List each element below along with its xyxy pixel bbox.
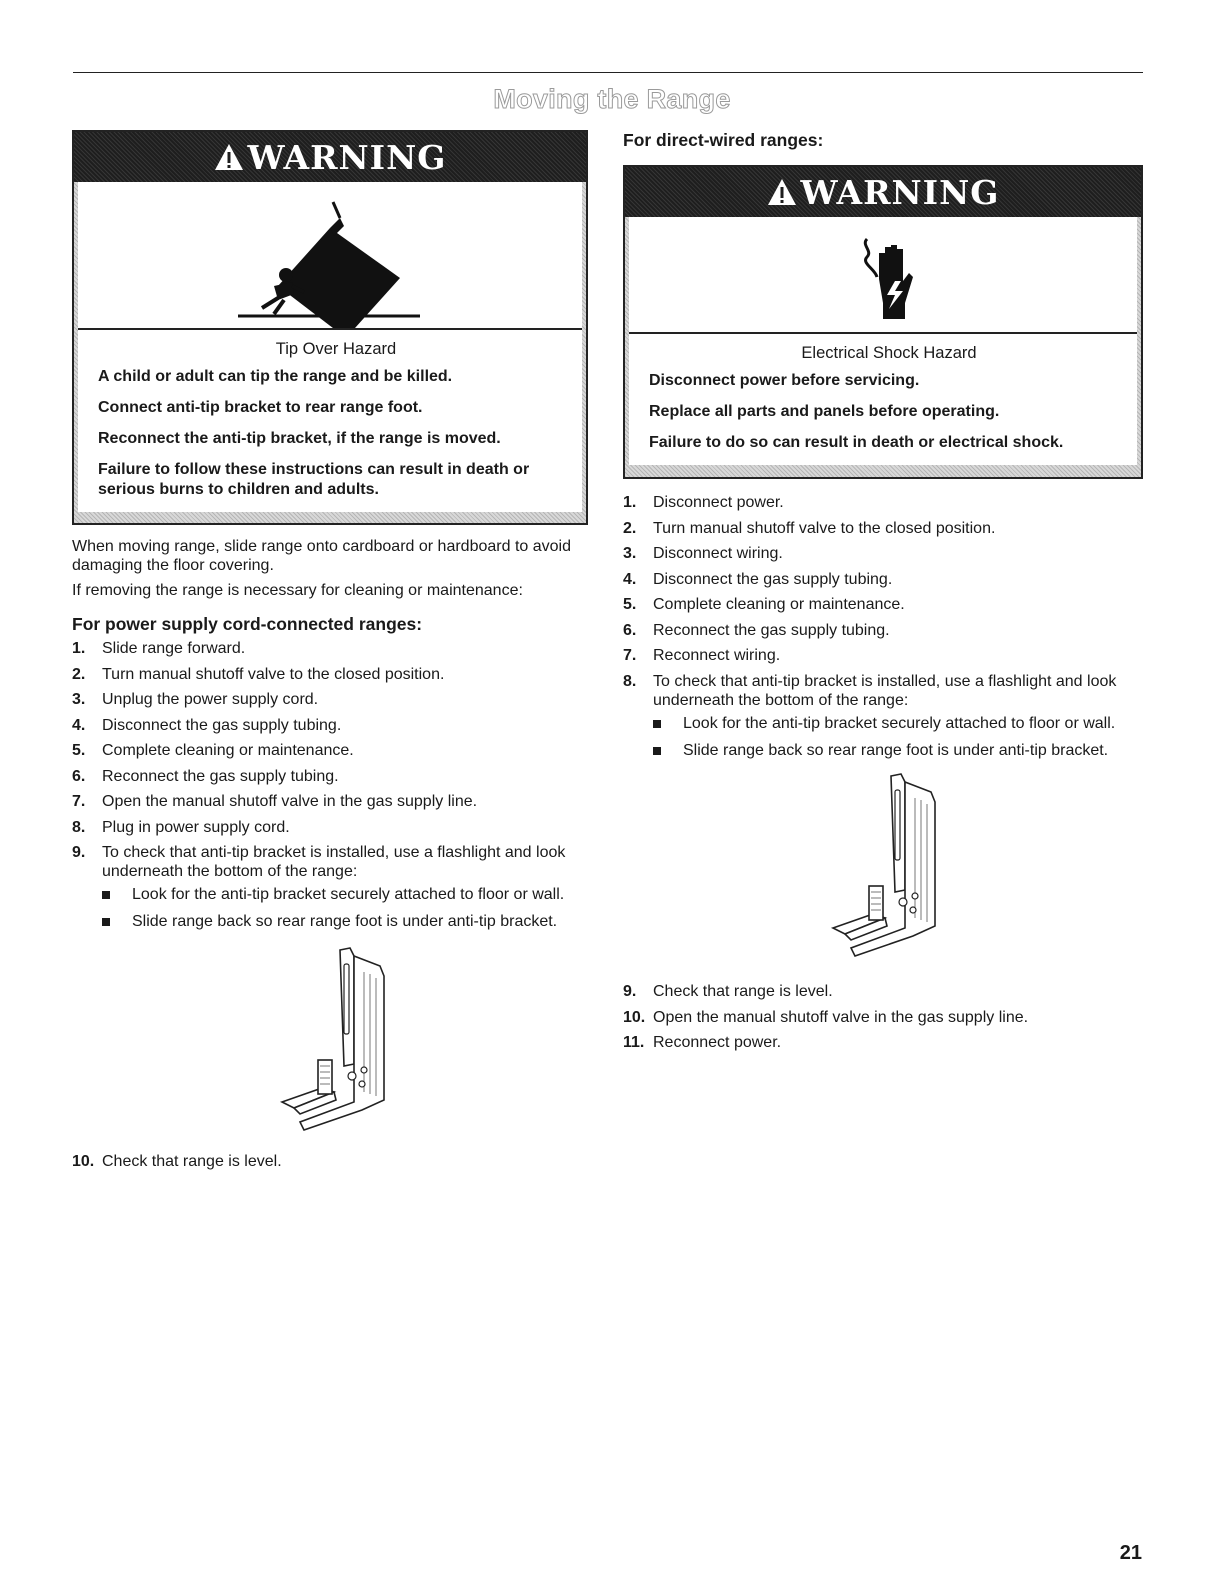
warning-title: WARNING [800, 172, 1000, 212]
list-item: 6. Reconnect the gas supply tubing. [72, 767, 339, 785]
warning-line: Failure to do so can result in death or electrical shock. [649, 434, 1064, 451]
bullet-square-icon [653, 720, 661, 728]
warning-title: WARNING [247, 137, 447, 177]
list-item: Slide range back so rear range foot is under anti-tip bracket. [102, 912, 588, 931]
warning-header [625, 167, 1141, 217]
cord-connected-final-step [72, 1152, 588, 1171]
intro-paragraph: When moving range, slide range onto cardboard or hardboard to avoid damaging the floor covering. [72, 538, 571, 574]
list-item: 7. Reconnect wiring. [623, 647, 781, 664]
bracket-check-bullets [653, 714, 1143, 760]
direct-wired-final-steps [623, 982, 1143, 1052]
tip-over-icon [78, 182, 586, 328]
list-item: 2. Turn manual shutoff valve to the closed position. [623, 519, 996, 537]
top-rule [73, 72, 1143, 73]
left-column [72, 130, 588, 1177]
bullet-square-icon [102, 891, 110, 899]
anti-tip-bracket-illustration [623, 768, 1143, 964]
electrical-shock-icon [629, 217, 1141, 332]
list-item: 6. Reconnect the gas supply tubing. [623, 621, 890, 639]
list-item: 1. Disconnect power. [623, 494, 784, 511]
list-item: 5. Complete cleaning or maintenance. [72, 742, 354, 759]
warning-header [74, 132, 586, 182]
warning-body [78, 330, 582, 512]
list-item: 8. To check that anti-tip bracket is installed, use a flashlight and look underneath the bottom of the range: Look for the anti-tip bracket securely attached to floor or wall. Slide range back so rear range foot is under anti-tip bracket. [623, 672, 1143, 768]
tip-over-pictogram [78, 182, 582, 330]
bracket-check-bullets [102, 885, 588, 931]
list-item: 4. Disconnect the gas supply tubing. [623, 570, 893, 588]
list-item: 9. Check that range is level. [623, 983, 833, 1000]
list-item: 1. Slide range forward. [72, 640, 246, 657]
list-item: 8. Plug in power supply cord. [72, 818, 290, 836]
warning-triangle-icon [214, 143, 244, 171]
list-item: 10. Check that range is level. [72, 1152, 282, 1170]
warning-triangle-icon [767, 178, 797, 206]
warning-body [629, 334, 1137, 465]
warning-line: Failure to follow these instructions can result in death or serious burns to children and adults. [98, 461, 530, 498]
bullet-square-icon [653, 747, 661, 755]
right-column [623, 130, 1143, 1059]
shock-pictogram [629, 217, 1137, 334]
warning-line: Connect anti-tip bracket to rear range foot. [98, 399, 423, 416]
bullet-square-icon [102, 918, 110, 926]
warning-line: Replace all parts and panels before operating. [649, 403, 1000, 420]
intro-paragraph: If removing the range is necessary for cleaning or maintenance: [72, 582, 523, 599]
direct-wired-subhead: For direct-wired ranges: [623, 130, 824, 150]
list-item: 7. Open the manual shutoff valve in the gas supply line. [72, 793, 478, 810]
list-item: 3. Unplug the power supply cord. [72, 691, 319, 708]
list-item: Look for the anti-tip bracket securely attached to floor or wall. [102, 885, 588, 904]
warning-line: Disconnect power before servicing. [649, 372, 920, 389]
page-number: 21 [1119, 1542, 1142, 1564]
warning-line: Reconnect the anti-tip bracket, if the range is moved. [98, 430, 501, 447]
cord-connected-subhead: For power supply cord-connected ranges: [72, 614, 423, 634]
list-item: 9. To check that anti-tip bracket is installed, use a flashlight and look underneath the bottom of the range: Look for the anti-tip bracket securely attached to floor or wall. Slide range back so rear range foot is under anti-tip bracket. [72, 843, 588, 939]
list-item: 10. Open the manual shutoff valve in the gas supply line. [623, 1008, 1029, 1026]
list-item: Slide range back so rear range foot is under anti-tip bracket. [653, 741, 1143, 760]
list-item: 11. Reconnect power. [623, 1034, 782, 1051]
page-title: Moving the Range [493, 84, 731, 114]
tip-over-warning-box [72, 130, 588, 525]
anti-tip-bracket-illustration [72, 942, 588, 1138]
list-item: Look for the anti-tip bracket securely attached to floor or wall. [653, 714, 1143, 733]
list-item: 4. Disconnect the gas supply tubing. [72, 716, 342, 734]
direct-wired-steps [623, 493, 1143, 768]
hazard-name: Electrical Shock Hazard [801, 344, 977, 362]
electrical-shock-warning-box [623, 165, 1143, 479]
list-item: 5. Complete cleaning or maintenance. [623, 596, 905, 613]
warning-line: A child or adult can tip the range and be killed. [98, 368, 453, 385]
list-item: 3. Disconnect wiring. [623, 545, 783, 562]
list-item: 2. Turn manual shutoff valve to the closed position. [72, 665, 445, 683]
cord-connected-steps [72, 639, 588, 939]
hazard-name: Tip Over Hazard [275, 340, 397, 358]
